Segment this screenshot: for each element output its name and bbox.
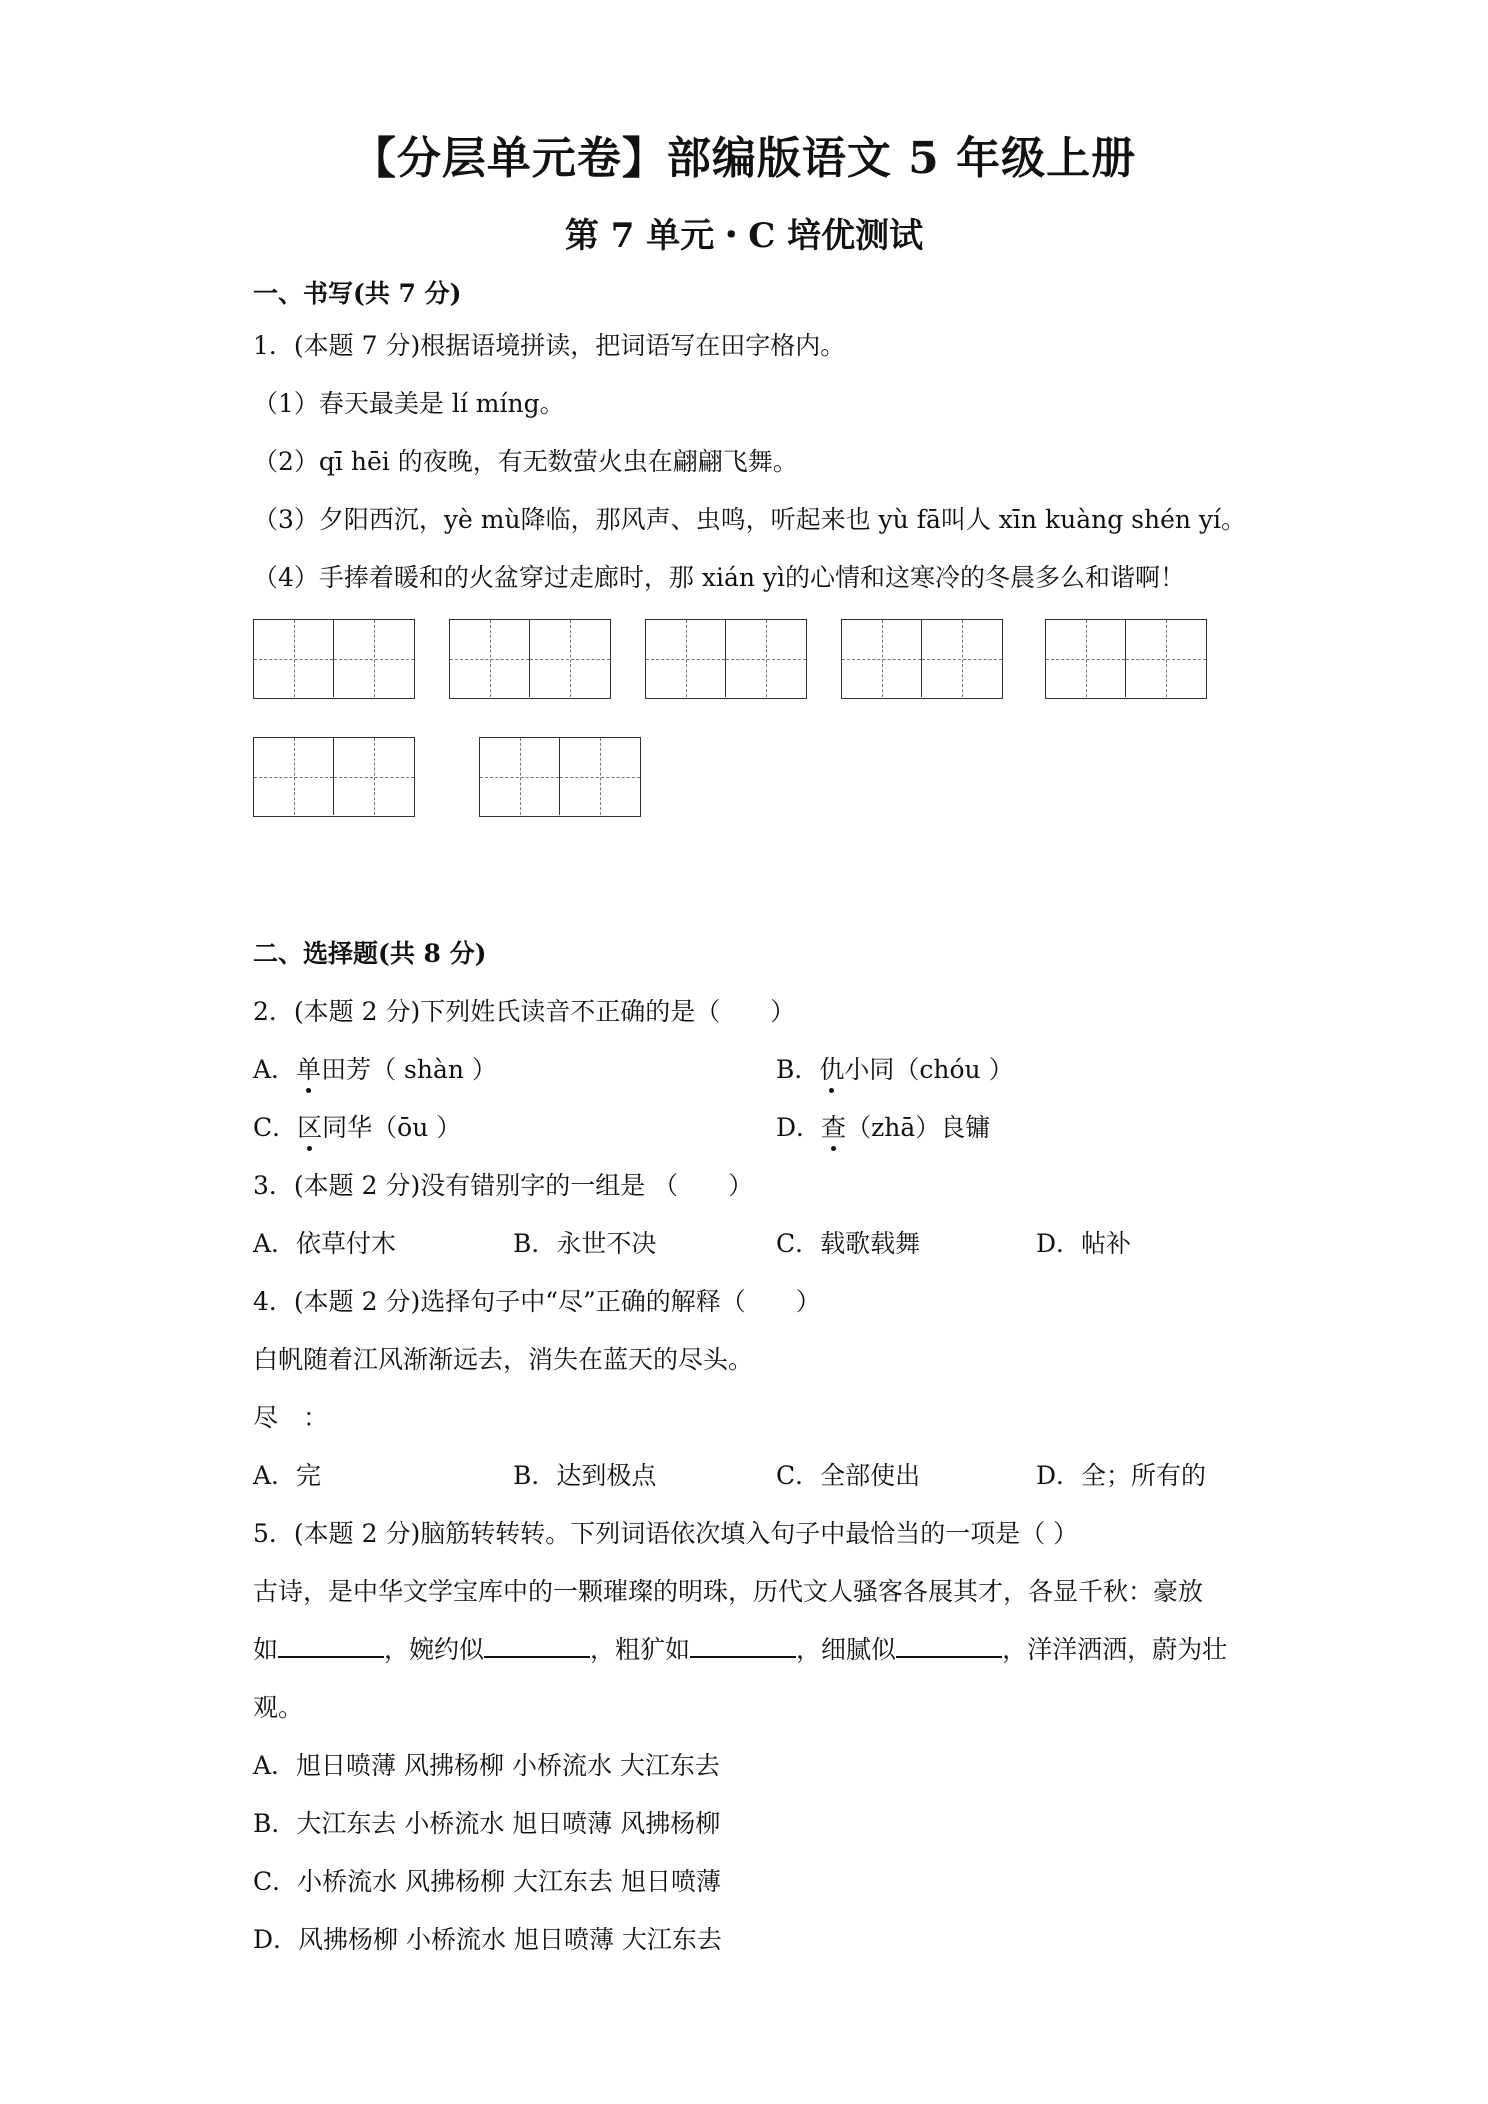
writing-grid[interactable]: [449, 619, 611, 699]
emphasis-char: 区: [297, 1108, 322, 1144]
writing-grid[interactable]: [253, 737, 415, 817]
section1-heading: 一、书写(共 7 分): [253, 279, 462, 308]
q2-option-d[interactable]: [776, 1108, 990, 1144]
option-text: 同华（ōu ）: [322, 1113, 462, 1142]
q4-answer-label: 尽 ：: [253, 1403, 329, 1432]
q5-passage-line-1: 古诗，是中华文学宝库中的一颗璀璨的明珠，历代文人骚客各展其才，各显千秋：豪放: [253, 1577, 1204, 1606]
emphasis-char: 查: [821, 1108, 846, 1144]
section2-heading: 二、选择题(共 8 分): [253, 939, 487, 968]
writing-grid[interactable]: [645, 619, 807, 699]
q5-passage-line-3: 观。: [253, 1693, 304, 1722]
q1-item-3: （3）夕阳西沉，yè mù降临，那风声、虫鸣，听起来也 yù fā叫人 xīn kuàng shén yí。: [253, 505, 1247, 534]
emphasis-char: 仇: [819, 1050, 844, 1086]
q1-item-4: （4）手捧着暖和的火盆穿过走廊时，那 xián yì的心情和这寒冷的冬晨多么和谐啊！: [253, 563, 1186, 592]
fill-blank[interactable]: [484, 1631, 590, 1658]
passage-text: ，粗犷如: [590, 1635, 691, 1664]
writing-grid[interactable]: [479, 737, 641, 817]
option-text: 田芳（ shàn ）: [321, 1055, 497, 1084]
fill-blank[interactable]: [278, 1631, 384, 1658]
q5-option-d[interactable]: D．风拂杨柳 小桥流水 旭日喷薄 大江东去: [253, 1925, 722, 1954]
writing-grid[interactable]: [253, 619, 415, 699]
q4-option-d[interactable]: D．全；所有的: [1036, 1461, 1207, 1490]
q5-option-c[interactable]: C．小桥流水 风拂杨柳 大江东去 旭日喷薄: [253, 1867, 721, 1896]
q3-option-c[interactable]: C．载歌载舞: [776, 1229, 921, 1258]
option-text: （zhā）良镛: [846, 1113, 991, 1142]
q2-stem: 2．(本题 2 分)下列姓氏读音不正确的是（ ）: [253, 997, 796, 1026]
page-subtitle: 第 7 单元・C 培优测试: [564, 216, 924, 256]
option-label: B．: [776, 1055, 820, 1084]
option-text: 小同（chóu ）: [844, 1055, 1014, 1084]
q1-stem: 1．(本题 7 分)根据语境拼读，把词语写在田字格内。: [253, 331, 846, 360]
emphasis-char: 单: [296, 1050, 321, 1086]
q2-option-b[interactable]: [776, 1050, 1014, 1086]
q4-stem: 4．(本题 2 分)选择句子中“尽”正确的解释（ ）: [253, 1287, 821, 1316]
option-label: C．: [253, 1113, 298, 1142]
q2-option-c[interactable]: [253, 1108, 461, 1144]
q5-passage-line-2: [253, 1630, 1227, 1666]
q4-option-a[interactable]: A．完: [253, 1461, 322, 1490]
q1-item-1: （1）春天最美是 lí míng。: [253, 389, 565, 418]
fill-blank[interactable]: [690, 1631, 796, 1658]
q4-option-b[interactable]: B．达到极点: [513, 1461, 657, 1490]
q3-stem: 3．(本题 2 分)没有错别字的一组是 （ ）: [253, 1171, 754, 1200]
q5-stem: 5．(本题 2 分)脑筋转转转。下列词语依次填入句子中最恰当的一项是（ ）: [253, 1519, 1079, 1548]
passage-text: ，洋洋洒洒，蔚为壮: [1002, 1635, 1228, 1664]
q1-item-2: （2）qī hēi 的夜晚，有无数萤火虫在翩翩飞舞。: [253, 447, 798, 476]
q4-option-c[interactable]: C．全部使出: [776, 1461, 921, 1490]
q2-option-a[interactable]: [253, 1050, 497, 1086]
q3-option-b[interactable]: B．永世不决: [513, 1229, 657, 1258]
option-label: A．: [253, 1055, 297, 1084]
passage-text: ，细腻似: [796, 1635, 897, 1664]
fill-blank[interactable]: [896, 1631, 1002, 1658]
passage-text: ，婉约似: [384, 1635, 485, 1664]
page-title: 【分层单元卷】部编版语文 5 年级上册: [351, 133, 1137, 184]
writing-grid[interactable]: [1045, 619, 1207, 699]
q3-option-a[interactable]: A．依草付木: [253, 1229, 397, 1258]
q3-option-d[interactable]: D．帖补: [1036, 1229, 1132, 1258]
q5-option-b[interactable]: B．大江东去 小桥流水 旭日喷薄 风拂杨柳: [253, 1809, 721, 1838]
option-label: D．: [776, 1113, 822, 1142]
passage-text: 如: [253, 1635, 279, 1664]
writing-grid[interactable]: [841, 619, 1003, 699]
q4-sentence: 白帆随着江风渐渐远去，消失在蓝天的尽头。: [253, 1345, 754, 1374]
q5-option-a[interactable]: A．旭日喷薄 风拂杨柳 小桥流水 大江东去: [253, 1751, 720, 1780]
